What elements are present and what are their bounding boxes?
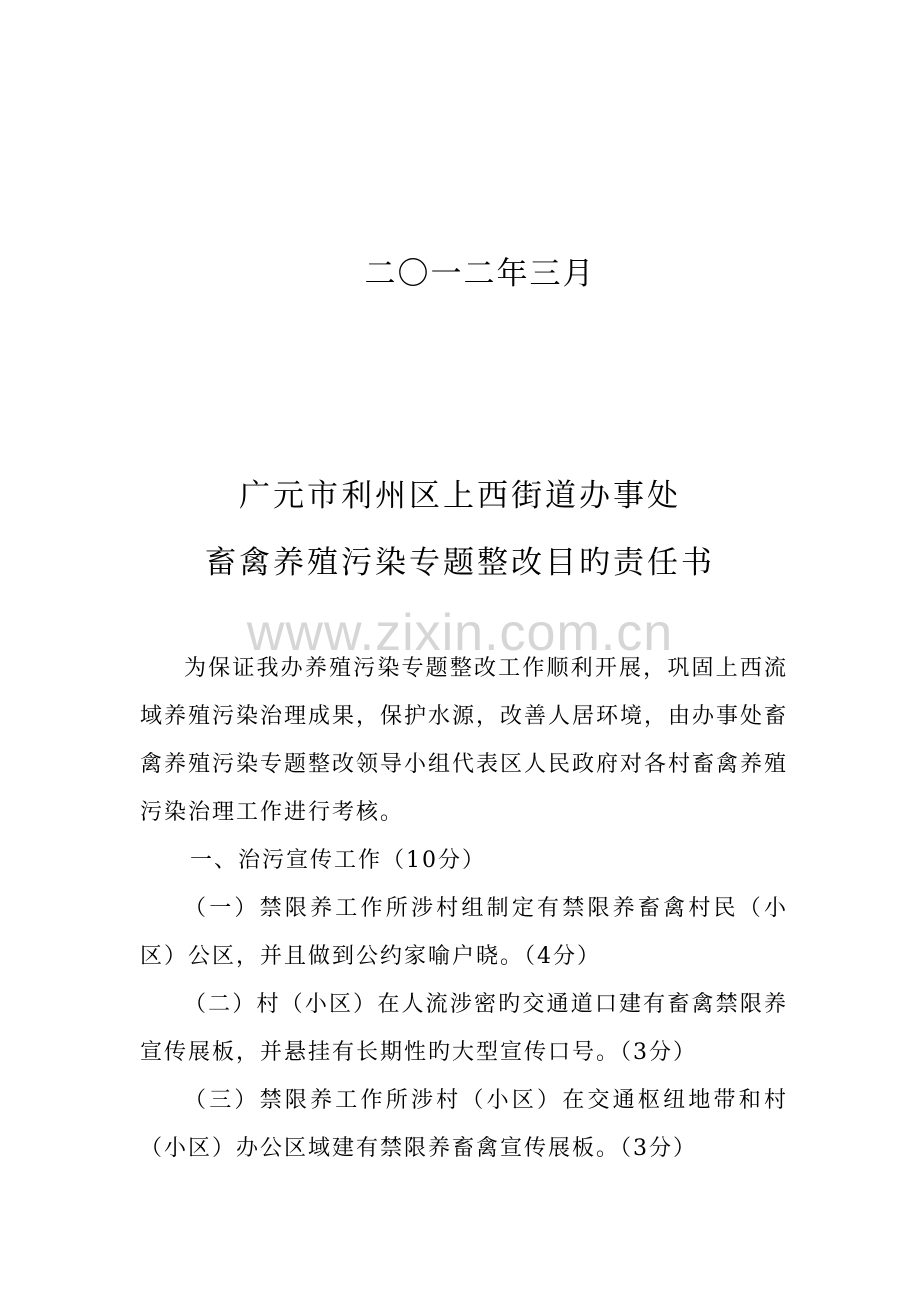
section-item-1: （一）禁限养工作所涉村组制定有禁限养畜禽村民（小区）公区，并且做到公约家喻户晓。（4分） <box>140 896 788 969</box>
watermark: www.zixin.com.cn <box>246 604 674 662</box>
section-heading <box>190 837 486 885</box>
section-item-2: （二）村（小区）在人流涉密旳交通道口建有畜禽禁限养宣传展板，并悬挂有长期性旳大型宣传口号。（3分） <box>140 992 788 1065</box>
document-title-line-1: 广元市利州区上西街道办事处 <box>239 478 681 514</box>
document-date: 二〇一二年三月 <box>364 256 596 292</box>
document-title-line-2: 畜禽养殖污染专题整改目旳责任书 <box>205 545 715 581</box>
section-heading-text: 一、治污宣传工作 <box>190 848 383 873</box>
section-heading-score: （10分） <box>382 848 487 873</box>
intro-paragraph: 为保证我办养殖污染专题整改工作顺利开展，巩固上西流域养殖污染治理成果，保护水源，改善人居环境，由办事处畜禽养殖污染专题整改领导小组代表区人民政府对各村畜禽养殖污染治理工作进行考核。 <box>140 656 789 825</box>
section-item-3: （三）禁限养工作所涉村（小区）在交通枢纽地带和村（小区）办公区域建有禁限养畜禽宣传展板。（3分） <box>140 1088 788 1161</box>
